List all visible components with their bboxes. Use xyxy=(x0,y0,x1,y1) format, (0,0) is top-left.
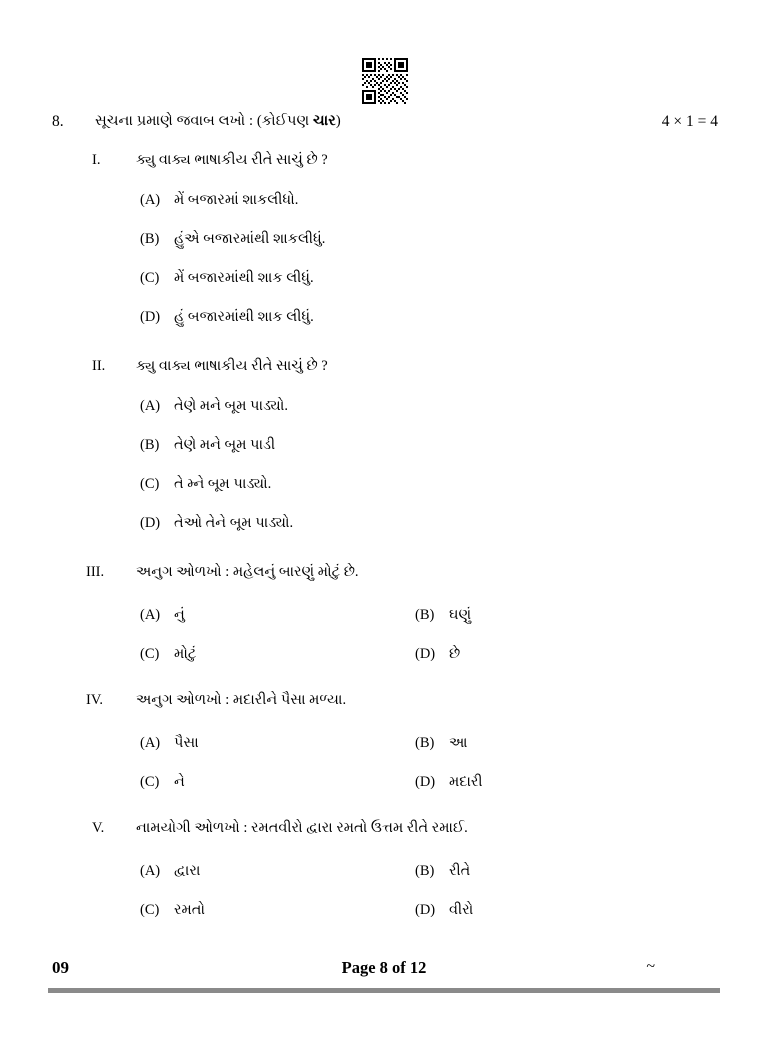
option-text: તે મ્ને બૂમ પાડ્યો. xyxy=(174,476,272,492)
option-text: પૈસા xyxy=(174,735,199,751)
option-b[interactable] xyxy=(415,607,471,624)
option-text: છે xyxy=(449,646,461,662)
option-text: તેણે મને બૂમ પાડી xyxy=(174,437,276,453)
option-c[interactable] xyxy=(140,270,314,287)
qr-code-icon xyxy=(362,58,408,104)
footer-code: 09 xyxy=(52,958,69,977)
footer-rule xyxy=(48,988,720,993)
option-text: તેઓ તેને બૂમ પાડ્યો. xyxy=(174,515,294,531)
option-label: (A) xyxy=(140,192,161,208)
option-text: રીતે xyxy=(449,863,471,879)
option-text: હું બજારમાંથી શાક લીધું. xyxy=(174,309,314,325)
question-marks: 4 × 1 = 4 xyxy=(661,113,718,130)
option-a[interactable] xyxy=(140,192,298,209)
sub-question-stem: ક્યુ વાક્ય ભાષાકીય રીતે સાચું છે ? xyxy=(136,358,328,374)
instruction-bold: ચાર xyxy=(313,113,336,129)
option-label: (D) xyxy=(140,309,161,325)
option-c[interactable] xyxy=(140,774,185,791)
option-label: (C) xyxy=(140,270,160,286)
option-text: મેં બજારમાં શાકલીધો. xyxy=(174,192,299,208)
option-label: (D) xyxy=(415,646,436,662)
option-b[interactable] xyxy=(415,735,467,752)
option-text: રમતો xyxy=(174,902,205,918)
option-text: નું xyxy=(174,607,185,623)
question-number: 8. xyxy=(52,113,64,130)
option-label: (A) xyxy=(140,607,161,623)
option-label: (A) xyxy=(140,398,161,414)
sub-question-roman: IV. xyxy=(86,692,104,708)
option-a[interactable] xyxy=(140,607,185,624)
sub-question-roman: II. xyxy=(92,358,106,374)
option-text: ને xyxy=(174,774,185,790)
option-text: વીરો xyxy=(449,902,474,918)
instruction-end: ) xyxy=(335,113,341,129)
option-c[interactable] xyxy=(140,902,205,919)
option-text: મેં બજારમાંથી શાક લીધું. xyxy=(174,270,314,286)
question-instruction xyxy=(95,113,341,130)
option-text: તેણે મને બૂમ પાડ્યો. xyxy=(174,398,288,414)
sub-question-stem: અનુગ ઓળખો : મહેલનું બારણું મોટું છે. xyxy=(136,564,359,580)
option-text: મદારી xyxy=(449,774,483,790)
sub-question-roman: I. xyxy=(92,152,101,168)
option-c[interactable] xyxy=(140,646,196,663)
footer-tilde: ~ xyxy=(646,958,655,975)
option-b[interactable] xyxy=(140,231,325,248)
option-label: (D) xyxy=(415,902,436,918)
sub-question-roman: III. xyxy=(86,564,105,580)
sub-question-stem: નામયોગી ઓળખો : રમતવીરો દ્વારા રમતો ઉત્તમ રીતે રમાઈ. xyxy=(136,820,468,836)
option-label: (B) xyxy=(415,863,435,879)
option-label: (C) xyxy=(140,902,160,918)
option-label: (C) xyxy=(140,476,160,492)
option-text: મોટું xyxy=(174,646,197,662)
option-label: (B) xyxy=(140,231,160,247)
option-a[interactable] xyxy=(140,863,200,880)
option-d[interactable] xyxy=(415,902,473,919)
option-label: (C) xyxy=(140,646,160,662)
option-d[interactable] xyxy=(415,646,460,663)
option-label: (D) xyxy=(415,774,436,790)
sub-question-stem: અનુગ ઓળખો : મદારીને પૈસા મળ્યા. xyxy=(136,692,347,708)
instruction-plain: સૂચના પ્રમાણે જવાબ લખો : (કોઈપણ xyxy=(95,113,314,129)
option-c[interactable] xyxy=(140,476,271,493)
option-d[interactable] xyxy=(140,309,314,326)
option-a[interactable] xyxy=(140,398,288,415)
question-header xyxy=(0,113,768,135)
option-label: (D) xyxy=(140,515,161,531)
option-label: (B) xyxy=(140,437,160,453)
sub-question-stem: ક્યુ વાક્ય ભાષાકીય રીતે સાચું છે ? xyxy=(136,152,328,168)
option-text: હુંએ બજારમાંથી શાકલીધું. xyxy=(174,231,326,247)
option-d[interactable] xyxy=(140,515,293,532)
option-text: આ xyxy=(449,735,468,751)
option-text: દ્વારા xyxy=(174,863,201,879)
option-label: (B) xyxy=(415,735,435,751)
option-label: (B) xyxy=(415,607,435,623)
option-a[interactable] xyxy=(140,735,199,752)
option-b[interactable] xyxy=(415,863,470,880)
sub-question-roman: V. xyxy=(92,820,105,836)
option-d[interactable] xyxy=(415,774,483,791)
option-label: (A) xyxy=(140,863,161,879)
option-label: (C) xyxy=(140,774,160,790)
option-b[interactable] xyxy=(140,437,275,454)
footer-page-number: Page 8 of 12 xyxy=(341,958,427,977)
option-label: (A) xyxy=(140,735,161,751)
option-text: ઘણું xyxy=(449,607,472,623)
